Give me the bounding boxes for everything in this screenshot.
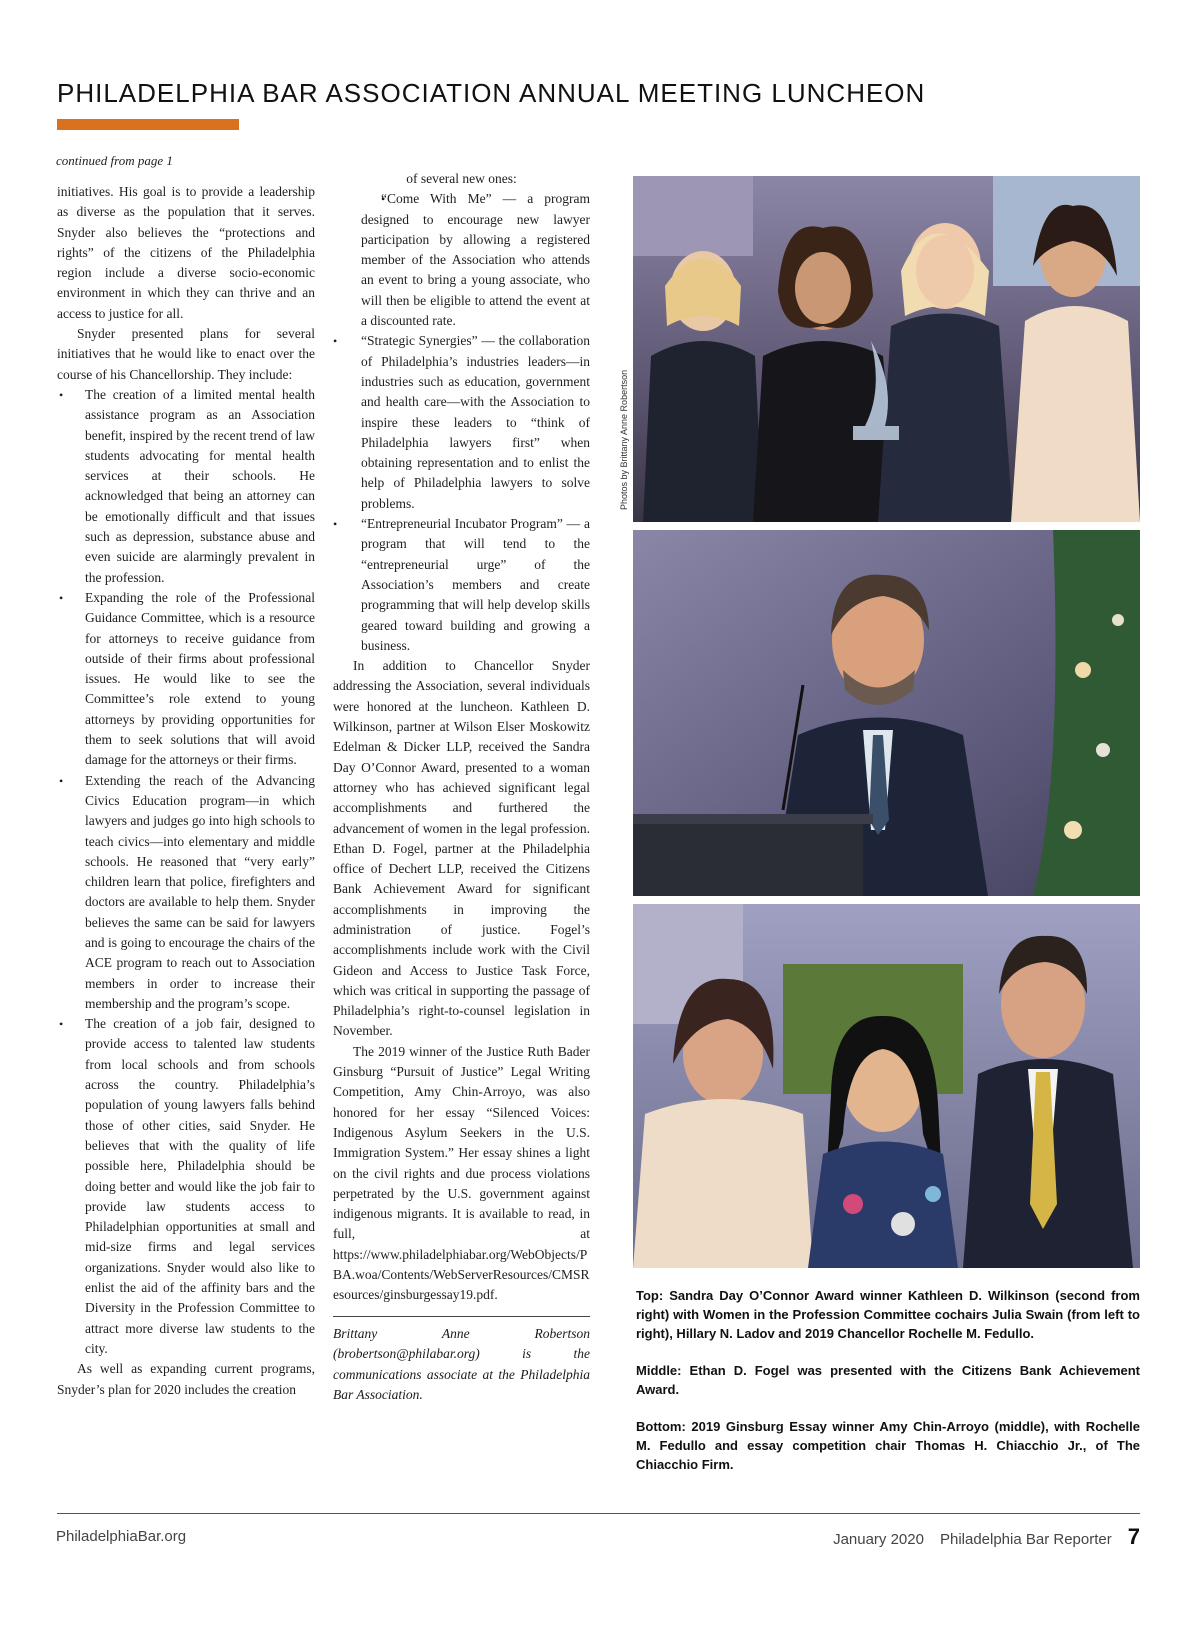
new-programs-sublist [333, 189, 590, 331]
photo-captions [636, 1286, 1140, 1492]
footer-divider [57, 1513, 1140, 1514]
title-accent-rule [57, 119, 239, 130]
caption-top: Top: Sandra Day O’Connor Award winner Kathleen D. Wilkinson (second from right) with Women in the Profession Committee cochairs Julia Swain (from left to right), Hillary N. Ladov and 2019 Chancellor Rochelle M. Fedullo. [636, 1288, 1140, 1341]
list-item: • “Strategic Synergies” — the collaboration of Philadelphia’s industries leaders—in industries such as education, government and health care—with the Association to inspire these leaders to “think of Philadelphia lawyers first” when obtaining representation and to enlist the help of Philadelphia lawyers to solve problems. [333, 331, 590, 514]
list-item: • Extending the reach of the Advancing Civics Education program—in which lawyers and judges go into high schools to teach civics—into elementary and middle schools. He reasoned that “very early” children learn that police, firefighters and doctors are available to help them. Snyder believes the same can be said for lawyers and is going to encourage the chairs of the ACE program to reach out to Association members in order to increase their membership and the program’s scope. [57, 771, 315, 1015]
list-item: • “Come With Me” — a program designed to encourage new lawyer participation by allowing a registered member of the Association who attends an event to bring a young associate, who will then be eligible to attend the event at a discounted rate. [361, 189, 590, 331]
photo-credit: Photos by Brittany Anne Robertson [619, 369, 629, 510]
footer-publication: Philadelphia Bar Reporter [939, 1531, 1112, 1548]
new-programs-list [333, 331, 590, 656]
author-divider [333, 1316, 590, 1317]
photo-speaker-podium [633, 530, 1140, 896]
paragraph: of several new ones: [406, 171, 517, 186]
page-number: 7 [1127, 1524, 1140, 1549]
footer-publication-info [833, 1524, 1140, 1550]
article-column-1 [57, 182, 315, 1400]
paragraph: In addition to Chancellor Snyder addressing the Association, several individuals were honored at the luncheon. Kathleen D. Wilkinson, partner at Wilson Elser Moskowitz Edelman & Dicker LLP, received the Sandra Day O’Connor Award, presented to a woman attorney who has achieved significant legal accomplishments and furthered the advancement of women in the legal profession. Ethan D. Fogel, partner at the Philadelphia office of Dechert LLP, received the Citizens Bank Achievement Award for significant accomplishments in improving the administration of justice. Fogel’s accomplishments include work with the Civil Gideon and Access to Justice Task Force, which was critical in supporting the passage of Philadelphia’s right-to-counsel legislation in November. [333, 658, 590, 1039]
footer-date: January 2020 [833, 1531, 924, 1548]
article-column-2 [333, 169, 590, 1306]
paragraph: initiatives. His goal is to provide a leadership as diverse as the population that it serves. Snyder also believes the “protections and rights” of the citizens of the Philadelphia region include a diverse socio-economic environment in which they can thrive and an access to justice for all. [57, 184, 315, 321]
author-bio: Brittany Anne Robertson (brobertson@philabar.org) is the communications associate at the Philadelphia Bar Association. [333, 1326, 590, 1402]
photo-award-group [633, 176, 1140, 522]
initiatives-list [57, 385, 315, 1359]
paragraph: The 2019 winner of the Justice Ruth Bader Ginsburg “Pursuit of Justice” Legal Writing Competition, Amy Chin-Arroyo, was also honored for her essay “Silenced Voices: Indigenous Asylum Seekers in the U.S. Immigration System.” Her essay shines a light on the civil rights and due process violations perpetrated by the U.S. government against indigenous migrants. It is available to read, in full, at https://www.philadelphiabar.org/WebObjects/PBA.woa/Contents/WebServerResources/CMSResources/ginsburgessay19.pdf. [333, 1043, 590, 1303]
page-section-title: PHILADELPHIA BAR ASSOCIATION ANNUAL MEETING LUNCHEON [57, 78, 926, 108]
caption-middle: Middle: Ethan D. Fogel was presented with the Citizens Bank Achievement Award. [636, 1363, 1140, 1397]
list-item: • Expanding the role of the Professional Guidance Committee, which is a resource for attorneys to receive guidance from outside of their firms about professional issues. He would like to see the Committee’s role extend to young attorneys by providing opportunities for them to seek solutions that will avoid damage for the attorneys or their firms. [57, 588, 315, 771]
footer-website: PhiladelphiaBar.org [56, 1528, 187, 1545]
caption-bottom: Bottom: 2019 Ginsburg Essay winner Amy Chin-Arroyo (middle), with Rochelle M. Fedullo and essay competition chair Thomas H. Chiacchio Jr., of The Chiacchio Firm. [636, 1419, 1140, 1472]
list-item: • “Entrepreneurial Incubator Program” — a program that will tend to the “entrepreneurial urge” of the Association’s members and create programming that will help develop skills geared toward building and growing a business. [333, 514, 590, 656]
photo-essay-winner [633, 904, 1140, 1268]
continued-note: continued from page 1 [56, 153, 173, 168]
paragraph: As well as expanding current programs, Snyder’s plan for 2020 includes the creation [57, 1361, 315, 1397]
list-item: • The creation of a job fair, designed to provide access to talented law students from local schools and from schools across the country. Philadelphia’s population of young lawyers falls behind those of other cities, said Snyder. He believes that with the quality of life possible here, Philadelphia should be doing better and would like the job fair to provide law students access to Philadelphian opportunities at small and mid-size firms and legal services organizations. Snyder would also like to enlist the aid of the affinity bars and the Diversity in the Profession Committee to attract more diverse law students to the city. [57, 1014, 315, 1359]
paragraph: Snyder presented plans for several initiatives that he would like to enact over the course of his Chancellorship. They include: [57, 326, 315, 382]
list-item: • The creation of a limited mental health assistance program as an Association benefit, inspired by the recent trend of law students advocating for mental health services at their schools. He acknowledged that being an attorney can be emotionally difficult and that issues such as depression, substance abuse and even suicide are alarmingly prevalent in the profession. [57, 385, 315, 588]
